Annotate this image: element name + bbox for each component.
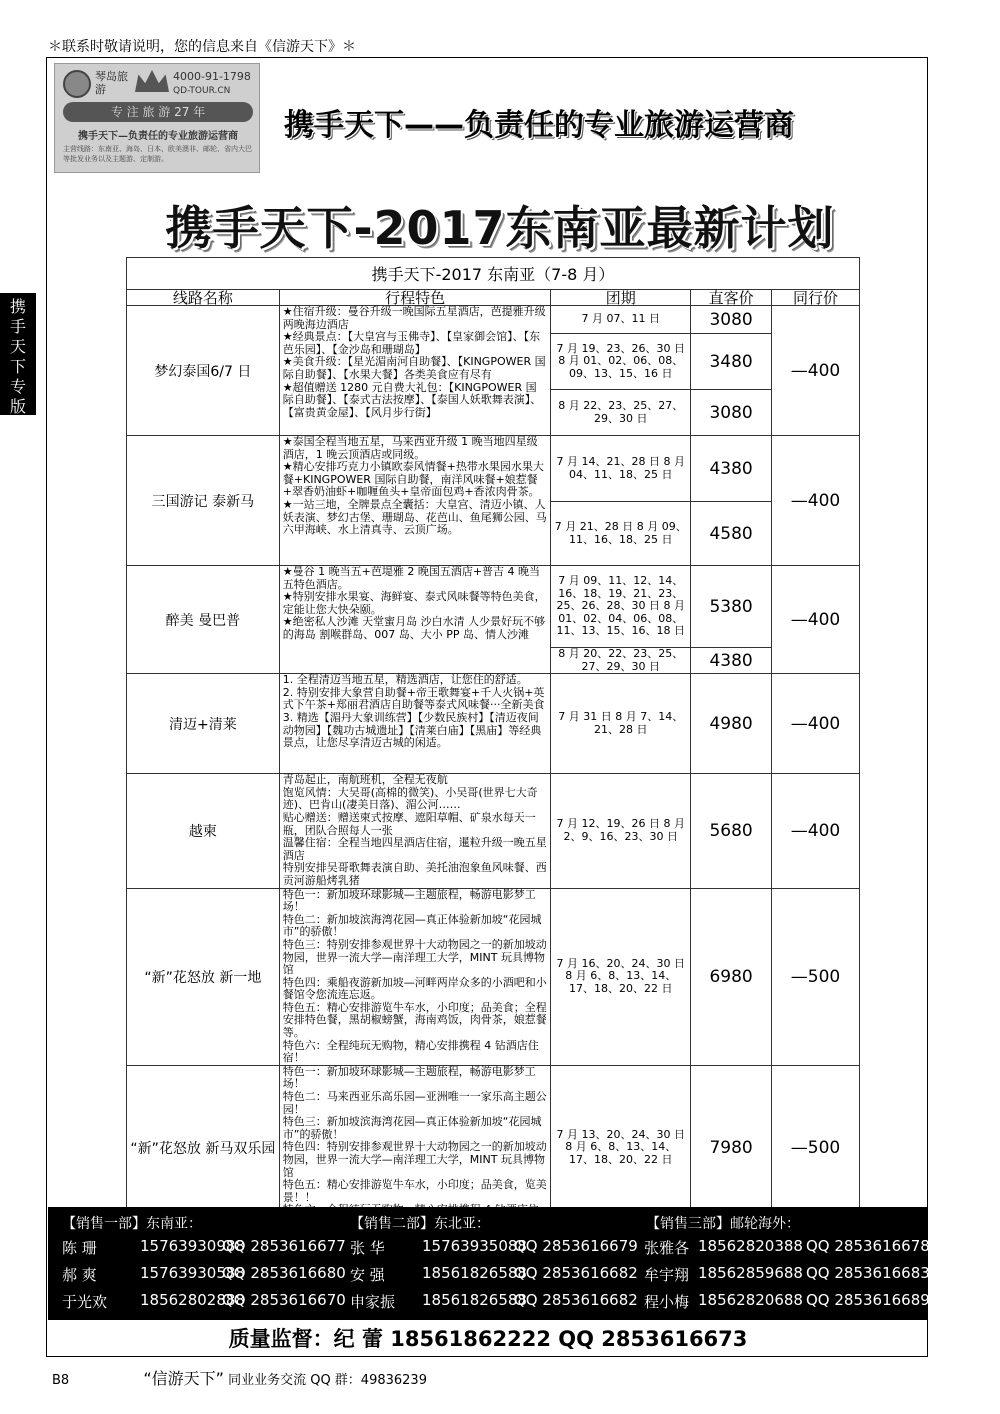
sales-name: 陈 珊 [62,1239,97,1257]
side-tab-char: 版 [9,397,26,416]
route-name: 梦幻泰国6/7 日 [127,306,280,436]
route-features [279,888,551,1065]
route-features [279,306,551,436]
footer-brand: “信游天下” [143,1369,224,1388]
quality-supervision: 质量监督：纪 蕾 18561862222 QQ 2853616673 [228,1327,748,1351]
direct-price: 5680 [691,774,772,888]
direct-price: 3480 [691,334,772,390]
route-name: 三国游记 泰新马 [127,436,280,566]
features-text: 青岛起止，南航班机，全程无夜航 饱览风情：大吴哥(高棉的微笑)、小吴哥(世界七大奇迹)、巴肯山(凄美日落)、湄公河…… 贴心赠送：赠送柬式按摩、遮阳草帽、矿泉水每天一瓶，团队合照每人一张 温馨住宿：全程当地四星酒店住宿，暹粒升级一晚五星酒店 特别安排吴哥歌舞表演自助、美托油泡象鱼风味餐、西贡河游船烤乳猪 [282,773,547,887]
logo-name: 琴岛旅游 [95,70,128,96]
direct-price: 5380 [691,566,772,648]
side-tab-char: 天 [9,337,26,356]
tour-plan-table [126,257,860,1231]
sales-qq: QQ 2853616678 [806,1237,930,1255]
sales-phone: 18562820388 [698,1237,803,1255]
sales-phone: 18561826588 [422,1264,527,1282]
sales-qq: QQ 2853616683 [806,1264,930,1282]
features-text: ★曼谷 1 晚当五+芭堤雅 2 晚国五酒店+普吉 4 晚当五特色酒店。 ★特别安排水果宴、海鲜宴、泰式风味餐等特色美食，定能让您大快朵颐。 ★绝密私人沙滩 天堂蜜月岛 沙白水清 人少景好玩不够的海岛 割喉群岛、007 岛、大小 PP 岛、情人沙滩 [282,565,546,641]
route-name: “新”花怒放 新马双乐园 [127,1065,280,1230]
table-row [127,674,860,774]
sales-name: 程小梅 [644,1293,690,1311]
peer-price: —400 [772,306,860,436]
table-row [127,774,860,888]
crown-icon [135,70,169,92]
sales-qq: QQ 2853616682 [514,1291,638,1309]
sales-name: 于光欢 [62,1293,108,1311]
sales-phone: 18562859688 [698,1264,803,1282]
direct-price: 7980 [691,1065,772,1230]
peer-price: —500 [772,1065,860,1230]
route-name: 越柬 [127,774,280,888]
direct-price: 4980 [691,674,772,774]
logo-emblem-icon [63,70,91,98]
direct-price: 3080 [691,306,772,334]
side-tab-char: 手 [9,317,26,336]
side-tab-char: 携 [9,297,26,316]
features-text: 特色一：新加坡环球影城—主题旅程，畅游电影梦工场！ 特色二：新加坡滨海湾花园—真正体验新加坡“花园城市”的骄傲！ 特色三：特别安排参观世界十大动物园之一的新加坡动物园，世界一流大学—南洋理工大学，MINT 玩具博物馆 特色四：乘船夜游新加坡—河畔两岸众多的小酒吧和小餐馆令您流连忘返。 特色五：精心安排游览牛车水，小印度；品美食；全程安排特色餐，黑胡椒螃蟹，海南鸡饭，肉骨茶，娘惹餐等。 特色六：全程纯玩无购物，精心安排携程 4 钻酒店住宿！ [282,887,547,1065]
route-name: 清迈+清莱 [127,674,280,774]
column-header: 行程特色 [279,290,551,306]
sales-group-title: 【销售三部】邮轮海外： [646,1216,800,1232]
headline: 携手天下——负责任的专业旅游运营商 [284,108,794,143]
sales-qq: QQ 2853616689 [806,1291,930,1309]
table-row [127,566,860,648]
table-title: 携手天下-2017 东南亚（7-8 月） [127,258,860,290]
features-text: 1. 全程清迈当地五星，精选酒店，让您住的舒适。 2. 特别安排大象营自助餐+帝王歌舞宴+千人火锅+英式下午茶+郑丽君酒店自助餐等泰式风味餐···全新美食 3. 精选【湄丹大象训练营】【少数民族村】【清迈夜间动物园】【魏功古城遗址】【清莱白庙】【黑庙】等经典景点，让您尽享清迈古城的闲适。 [282,673,545,750]
route-features [279,774,551,888]
departure-dates: 7 月 31 日 8 月 7、14、21、28 日 [551,674,691,774]
sales-phone: 18562820688 [698,1291,803,1309]
departure-dates: 8 月 22、23、25、27、29、30 日 [551,390,691,436]
column-header: 同行价 [772,290,860,306]
route-features [279,674,551,774]
features-text: 特色一：新加坡环球影城—主题旅程，畅游电影梦工场！ 特色二：马来西亚乐高乐园—亚洲唯一一家乐高主题公园！ 特色三：新加坡滨海湾花园—真正体验新加坡“花园城市”的骄傲！ 特色四：特别安排参观世界十大动物园之一的新加坡动物园，世界一流大学—南洋理工大学，MINT 玩具博物馆 特色五：精心安排游览牛车水，小印度；品美食，览美景！！ [282,1064,547,1204]
column-header: 线路名称 [127,290,280,306]
side-tab-char: 专 [9,377,26,396]
sales-name: 申家振 [350,1293,396,1311]
table-row [127,888,860,1065]
sales-name: 张雅各 [644,1239,690,1257]
sales-qq: QQ 2853616679 [514,1237,638,1255]
route-name: “新”花怒放 新一地 [127,888,280,1065]
sales-qq: QQ 2853616680 [222,1264,346,1282]
side-tab [0,293,36,415]
page-title: 携手天下-2017东南亚最新计划 [165,201,835,255]
peer-price: —400 [772,674,860,774]
logo-slogan: 携手天下—负责任的专业旅游运营商 [78,131,238,142]
logo-website: QD-TOUR.CN [173,86,231,96]
departure-dates: 7 月 19、23、26、30 日 8 月 01、02、06、08、09、13、15、16 日 [551,334,691,390]
column-header: 直客价 [691,290,772,306]
features-text: ★泰国全程当地五星，马来西亚升级 1 晚当地四星级酒店，1 晚云顶酒店或同级。 ★精心安排巧克力小镇欧泰风情餐+热带水果园水果大餐+KINGPOWER 国际自助餐，南洋风味餐+娘惹餐+翠香奶油虾+咖喱鱼头+皇帝面包鸡+香浓肉骨茶。 ★一站三地，全牌景点全囊括：大皇宫、清迈小镇、人妖表演、梦幻古堡、珊瑚岛、花芭山、鱼尾狮公园、马六甲海峡、水上清真寺、云顶广场。 [282,435,547,537]
route-features [279,436,551,566]
peer-price: —500 [772,888,860,1065]
sales-name: 张 华 [350,1239,385,1257]
route-name: 醉美 曼巴普 [127,566,280,674]
table-row [127,306,860,334]
direct-price: 4580 [691,502,772,566]
departure-dates: 7 月 16、20、24、30 日 8 月 6、8、13、14、17、18、20、22 日 [551,888,691,1065]
departure-dates: 7 月 07、11 日 [551,306,691,334]
departure-dates: 7 月 21、28 日 8 月 09、11、16、18、25 日 [551,502,691,566]
sales-name: 安 强 [350,1266,385,1284]
direct-price: 6980 [691,888,772,1065]
table-row [127,436,860,502]
peer-price: —400 [772,436,860,566]
sales-name: 郝 爽 [62,1266,97,1284]
sales-phone: 15763930588 [140,1264,245,1282]
departure-dates: 8 月 20、22、23、25、27、29、30 日 [551,648,691,674]
sales-name: 牟宇翔 [644,1266,690,1284]
sales-contacts [48,1207,928,1320]
company-logo [54,63,260,173]
direct-price: 4380 [691,648,772,674]
logo-phone: 4000-91-1798 [173,70,251,83]
departure-dates: 7 月 14、21、28 日 8 月 04、11、18、25 日 [551,436,691,502]
direct-price: 4380 [691,436,772,502]
features-text: ★住宿升级：曼谷升级一晚国际五星酒店，芭提雅升级两晚海边酒店 ★经典景点：【大皇宫与玉佛寺】、【皇家御会馆】、【东芭乐园】、【金沙岛和珊瑚岛】 ★美食升级：【星光湄南河自助餐】、【KINGPOWER 国际自助餐】、【水果大餐】各类美食应有尽有 ★超值赠送 1280 元自费大礼包：【KINGPOWER 国际自助餐】、【泰式古法按摩】、【泰国人妖歌舞表演】、【富贵黄金屋】、【风月步行街】 [282,305,546,419]
logo-banner: 专 注 旅 游 27 年 [63,102,253,122]
sales-qq: QQ 2853616682 [514,1264,638,1282]
sales-group-title: 【销售二部】东北亚： [350,1216,490,1232]
column-header: 团期 [551,290,691,306]
route-features [279,1065,551,1230]
sales-qq: QQ 2853616677 [222,1237,346,1255]
departure-dates: 7 月 09、11、12、14、16、18、19、21、23、25、26、28、30 日 8 月 01、02、04、06、08、11、13、15、16、18 日 [551,566,691,648]
peer-price: —400 [772,566,860,674]
contact-notice: ＊联系时敬请说明，您的信息来自《信游天下》＊ [48,39,356,55]
footer-qq-group: 同业业务交流 QQ 群：49836239 [228,1373,427,1388]
logo-business: 主营线路：东南亚、海岛、日本、欧美澳非、邮轮、省内大巴等批发业务以及主题游、定制游。 [63,145,252,163]
sales-phone: 18562802888 [140,1291,245,1309]
table-row [127,1065,860,1230]
sales-phone: 15763935088 [422,1237,527,1255]
direct-price: 3080 [691,390,772,436]
peer-price: —400 [772,774,860,888]
sales-group-title: 【销售一部】东南亚： [62,1216,202,1232]
sales-phone: 18561826588 [422,1291,527,1309]
route-features [279,566,551,674]
sales-phone: 15763930988 [140,1237,245,1255]
departure-dates: 7 月 13、20、24、30 日 8 月 6、8、13、14、17、18、20、22 日 [551,1065,691,1230]
page-footer [52,1366,427,1389]
sales-qq: QQ 2853616670 [222,1291,346,1309]
departure-dates: 7 月 12、19、26 日 8 月 2、9、16、23、30 日 [551,774,691,888]
page-number: B8 [52,1373,70,1388]
side-tab-char: 下 [9,357,26,376]
